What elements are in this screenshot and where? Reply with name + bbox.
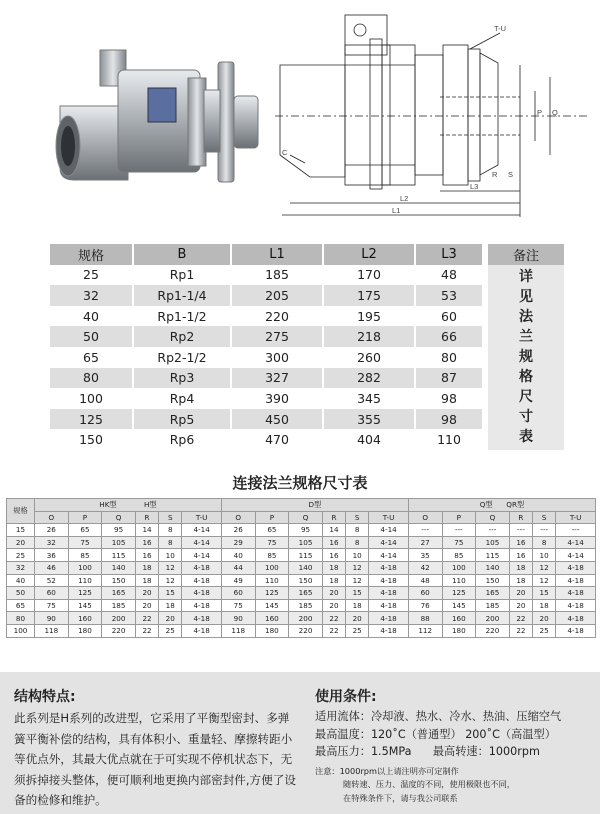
spec-cell: 98 xyxy=(441,390,457,406)
flange-cell: 100 xyxy=(442,561,476,574)
flange-cell: 22 xyxy=(135,612,158,625)
flange-cell: 50 xyxy=(7,587,35,600)
label-l1: L1 xyxy=(392,206,401,215)
flange-cell: 145 xyxy=(255,599,289,612)
flange-cell: 22 xyxy=(322,624,345,637)
flange-cell: 12 xyxy=(533,574,556,587)
flange-cell: 115 xyxy=(476,549,510,562)
spec-header-row xyxy=(50,244,564,265)
flange-cell: 76 xyxy=(408,599,442,612)
flange-cell: 220 xyxy=(289,624,323,637)
flange-group-row xyxy=(7,499,596,512)
flange-cell: 16 xyxy=(135,536,158,549)
flange-cell: 125 xyxy=(442,587,476,600)
spec-header-l3: L3 xyxy=(415,244,485,265)
flange-subheader: T-U xyxy=(182,511,222,524)
label-c: C xyxy=(282,148,288,157)
flange-cell: 25 xyxy=(533,624,556,637)
flange-cell: 18 xyxy=(135,574,158,587)
flange-cell: 145 xyxy=(68,599,102,612)
spec-cell: 390 xyxy=(231,388,323,409)
spec-header-size: 规格 xyxy=(50,244,133,265)
flange-cell: 4-14 xyxy=(369,549,409,562)
flange-cell: 4-18 xyxy=(182,561,222,574)
spec-header-l2: L2 xyxy=(323,244,415,265)
spec-cell: 345 xyxy=(323,388,415,409)
flange-cell: 49 xyxy=(221,574,255,587)
flange-subheader: T-U xyxy=(556,511,596,524)
spec-cell: Rp1-1/2 xyxy=(133,306,231,327)
flange-cell: 12 xyxy=(159,561,182,574)
spec-remark-text: 详见法兰规格尺寸表 xyxy=(519,269,533,446)
flange-group-d xyxy=(221,499,408,512)
condition-pressure-speed xyxy=(315,743,595,761)
flange-cell: 140 xyxy=(476,561,510,574)
flange-subheader: R xyxy=(322,511,345,524)
flange-cell: 4-18 xyxy=(556,612,596,625)
flange-cell: 15 xyxy=(159,587,182,600)
flange-cell: 4-14 xyxy=(556,536,596,549)
flange-row xyxy=(7,612,596,625)
flange-cell: 185 xyxy=(289,599,323,612)
flange-cell: --- xyxy=(533,524,556,537)
spec-cell: 125 xyxy=(50,409,133,430)
spec-cell: 404 xyxy=(323,429,415,450)
flange-cell: 27 xyxy=(408,536,442,549)
flange-cell: 12 xyxy=(533,561,556,574)
flange-cell: 15 xyxy=(533,587,556,600)
spec-cell: Rp6 xyxy=(133,429,231,450)
flange-cell: 160 xyxy=(68,612,102,625)
flange-cell: 26 xyxy=(35,524,69,537)
spec-cell: 32 xyxy=(50,285,133,306)
spec-cell: 275 xyxy=(231,326,323,347)
flange-cell: 20 xyxy=(509,587,532,600)
flange-cell: 125 xyxy=(255,587,289,600)
flange-cell: 15 xyxy=(7,524,35,537)
flange-cell: 200 xyxy=(102,612,136,625)
flange-cell: 40 xyxy=(7,574,35,587)
flange-cell: 8 xyxy=(159,524,182,537)
flange-cell: 85 xyxy=(68,549,102,562)
flange-cell: 200 xyxy=(476,612,510,625)
flange-cell: 95 xyxy=(289,524,323,537)
spec-header-l1: L1 xyxy=(231,244,323,265)
flange-subheader: R xyxy=(509,511,532,524)
spec-cell: 327 xyxy=(231,368,323,389)
flange-cell: 4-18 xyxy=(556,624,596,637)
flange-cell: 8 xyxy=(159,536,182,549)
product-header xyxy=(0,0,600,235)
flange-cell: 150 xyxy=(102,574,136,587)
flange-cell: 18 xyxy=(509,574,532,587)
flange-cell: 25 xyxy=(159,624,182,637)
flange-cell: 60 xyxy=(35,587,69,600)
flange-cell: 18 xyxy=(135,561,158,574)
flange-row xyxy=(7,549,596,562)
condition-note-2: 随转速、压力、温度的不同，使用极限也不同， xyxy=(343,779,515,789)
condition-temp: 最高温度：120˚C（普通型） 200˚C（高温型） xyxy=(315,727,556,741)
flange-cell: 20 xyxy=(7,536,35,549)
flange-cell: 8 xyxy=(346,536,369,549)
flange-cell: 18 xyxy=(509,561,532,574)
flange-cell: 180 xyxy=(442,624,476,637)
flange-cell: 10 xyxy=(346,549,369,562)
flange-cell: 160 xyxy=(255,612,289,625)
flange-cell: 160 xyxy=(442,612,476,625)
flange-cell: 4-18 xyxy=(182,587,222,600)
spec-cell: 282 xyxy=(323,368,415,389)
spec-cell: Rp3 xyxy=(133,368,231,389)
conditions-title: 使用条件: xyxy=(315,689,377,705)
flange-cell: 110 xyxy=(255,574,289,587)
flange-header-size: 规格 xyxy=(7,499,35,524)
flange-cell: 48 xyxy=(408,574,442,587)
spec-cell: 195 xyxy=(323,306,415,327)
flange-row xyxy=(7,599,596,612)
flange-cell: 165 xyxy=(476,587,510,600)
flange-cell: 4-14 xyxy=(182,524,222,537)
flange-cell: 80 xyxy=(7,612,35,625)
flange-cell: 118 xyxy=(221,624,255,637)
flange-cell: 85 xyxy=(255,549,289,562)
group-label-h: H型 xyxy=(144,499,157,509)
flange-cell: 110 xyxy=(68,574,102,587)
flange-cell: --- xyxy=(509,524,532,537)
label-p: P xyxy=(537,108,543,117)
flange-cell: 18 xyxy=(322,574,345,587)
flange-cell: 220 xyxy=(476,624,510,637)
flange-cell: 60 xyxy=(221,587,255,600)
flange-cell: 180 xyxy=(255,624,289,637)
product-photo xyxy=(8,18,268,218)
flange-subheader: O xyxy=(221,511,255,524)
flange-subheader: P xyxy=(255,511,289,524)
structure-title: 结构特点: xyxy=(14,689,76,705)
flange-cell: 4-14 xyxy=(182,536,222,549)
flange-cell: 32 xyxy=(35,536,69,549)
flange-cell: 65 xyxy=(7,599,35,612)
flange-cell: 4-18 xyxy=(182,624,222,637)
condition-speed: 最高转速：1000rpm xyxy=(432,745,540,758)
flange-cell: 4-14 xyxy=(369,536,409,549)
group-label-d: D型 xyxy=(308,499,322,509)
flange-cell: 4-14 xyxy=(556,549,596,562)
flange-cell: 75 xyxy=(35,599,69,612)
spec-cell: 87 xyxy=(415,368,485,389)
flange-cell: 75 xyxy=(68,536,102,549)
structure-body: 此系列是H系列的改进型，它采用了平衡型密封、多弹簧平衡补偿的结构，具有体积小、重量轻、摩擦转距小等优点外，其最大优点就在于可实现不停机状态下，无须拆掉接头整体，便可顺利地更换内部密封件,方便了设备的检修和维护。 xyxy=(14,711,296,807)
flange-cell: 4-18 xyxy=(556,599,596,612)
flange-cell: 22 xyxy=(135,624,158,637)
flange-cell: 16 xyxy=(509,549,532,562)
flange-cell: 16 xyxy=(509,536,532,549)
flange-cell: 185 xyxy=(102,599,136,612)
flange-cell: 115 xyxy=(102,549,136,562)
flange-subheader: S xyxy=(159,511,182,524)
label-l3: L3 xyxy=(470,182,479,191)
flange-cell: 12 xyxy=(346,561,369,574)
spec-cell: 60 xyxy=(441,308,457,324)
flange-subheader: S xyxy=(533,511,556,524)
condition-fluid: 适用流体：冷却液、热水、冷水、热油、压缩空气 xyxy=(315,710,562,723)
flange-cell: 185 xyxy=(476,599,510,612)
flange-cell: 36 xyxy=(35,549,69,562)
flange-cell: 118 xyxy=(35,624,69,637)
flange-cell: 100 xyxy=(68,561,102,574)
flange-cell: 60 xyxy=(408,587,442,600)
spec-cell: 450 xyxy=(231,409,323,430)
spec-cell: 470 xyxy=(231,429,323,450)
flange-cell: 145 xyxy=(442,599,476,612)
spec-cell: 66 xyxy=(415,326,485,347)
flange-cell: 105 xyxy=(476,536,510,549)
flange-cell: 18 xyxy=(533,599,556,612)
flange-cell: 14 xyxy=(322,524,345,537)
flange-cell: 20 xyxy=(533,612,556,625)
flange-cell: 44 xyxy=(221,561,255,574)
flange-cell: 25 xyxy=(346,624,369,637)
spec-row xyxy=(50,265,564,286)
spec-cell: 98 xyxy=(415,409,485,430)
spec-cell: 110 xyxy=(437,432,461,448)
flange-cell: 20 xyxy=(322,599,345,612)
flange-cell: 4-18 xyxy=(556,574,596,587)
flange-cell: 220 xyxy=(102,624,136,637)
spec-cell: 25 xyxy=(50,265,133,286)
flange-cell: 42 xyxy=(408,561,442,574)
spec-cell: Rp4 xyxy=(133,388,231,409)
spec-cell: 170 xyxy=(323,265,415,286)
group-label-q: Q型 xyxy=(479,499,493,509)
flange-cell: 150 xyxy=(289,574,323,587)
spec-cell: 175 xyxy=(323,285,415,306)
flange-cell: 90 xyxy=(221,612,255,625)
flange-cell: 4-18 xyxy=(369,561,409,574)
flange-cell: 20 xyxy=(346,612,369,625)
flange-cell: 75 xyxy=(442,536,476,549)
flange-cell: 4-18 xyxy=(369,599,409,612)
spec-cell: 48 xyxy=(441,267,457,283)
spec-table-body xyxy=(50,265,564,450)
spec-cell: 40 xyxy=(50,306,133,327)
spec-cell: Rp1-1/4 xyxy=(133,285,231,306)
spec-cell: 80 xyxy=(441,349,457,365)
flange-cell: 15 xyxy=(346,587,369,600)
condition-note-3: 在特殊条件下，请与我公司联系 xyxy=(343,792,458,803)
label-q: Q xyxy=(552,108,558,117)
spec-cell: Rp2-1/2 xyxy=(133,347,231,368)
flange-cell: 20 xyxy=(135,587,158,600)
flange-group-hk-h xyxy=(35,499,222,512)
flange-cell: 65 xyxy=(255,524,289,537)
spec-table xyxy=(50,244,564,450)
spec-cell: 205 xyxy=(231,285,323,306)
flange-cell: 52 xyxy=(35,574,69,587)
flange-cell: 110 xyxy=(442,574,476,587)
spec-cell: 260 xyxy=(323,347,415,368)
flange-cell: 180 xyxy=(68,624,102,637)
spec-header-remark: 备注 xyxy=(485,244,564,265)
flange-cell: 29 xyxy=(221,536,255,549)
spec-remark xyxy=(485,265,564,450)
flange-cell: 18 xyxy=(322,561,345,574)
flange-cell: 20 xyxy=(135,599,158,612)
flange-cell: 20 xyxy=(322,587,345,600)
flange-row xyxy=(7,574,596,587)
flange-cell: 46 xyxy=(35,561,69,574)
flange-cell: 4-14 xyxy=(182,549,222,562)
condition-note-1: 注意：1000rpm以上请注明亦可定制作 xyxy=(315,765,459,776)
flange-cell: 10 xyxy=(533,549,556,562)
flange-cell: 165 xyxy=(289,587,323,600)
flange-row xyxy=(7,536,596,549)
flange-cell: 35 xyxy=(408,549,442,562)
flange-cell: 22 xyxy=(509,612,532,625)
spec-cell: 53 xyxy=(415,285,485,306)
group-label-hk: HK型 xyxy=(99,499,117,509)
flange-cell: 26 xyxy=(221,524,255,537)
spec-cell: 150 xyxy=(50,429,133,450)
flange-cell: 8 xyxy=(533,536,556,549)
group-label-qr: QR型 xyxy=(506,499,525,509)
flange-subheader: P xyxy=(68,511,102,524)
spec-cell: 50 xyxy=(50,326,133,347)
spec-cell: Rp2 xyxy=(133,326,231,347)
flange-cell: 95 xyxy=(102,524,136,537)
label-r: R xyxy=(492,170,498,179)
label-s: S xyxy=(508,170,514,179)
flange-cell: 4-14 xyxy=(369,524,409,537)
spec-cell: Rp1 xyxy=(133,265,231,286)
spec-cell: 220 xyxy=(231,306,323,327)
flange-cell: 14 xyxy=(135,524,158,537)
flange-cell: 4-18 xyxy=(182,599,222,612)
flange-subheader: S xyxy=(346,511,369,524)
label-l2: L2 xyxy=(400,194,409,203)
flange-cell: 12 xyxy=(346,574,369,587)
flange-cell: 4-18 xyxy=(369,587,409,600)
conditions-list xyxy=(315,708,595,805)
flange-cell: --- xyxy=(476,524,510,537)
flange-cell: 8 xyxy=(346,524,369,537)
flange-cell: 90 xyxy=(35,612,69,625)
flange-cell: 100 xyxy=(7,624,35,637)
flange-cell: 20 xyxy=(509,599,532,612)
flange-row xyxy=(7,587,596,600)
flange-table-body xyxy=(7,524,596,637)
spec-cell: 65 xyxy=(50,347,133,368)
flange-cell: 4-18 xyxy=(556,561,596,574)
flange-cell: 115 xyxy=(289,549,323,562)
flange-cell: 32 xyxy=(7,561,35,574)
flange-cell: 16 xyxy=(322,536,345,549)
flange-subheader: P xyxy=(442,511,476,524)
flange-cell: 140 xyxy=(289,561,323,574)
spec-cell: 80 xyxy=(50,368,133,389)
flange-cell: 88 xyxy=(408,612,442,625)
spec-cell: 185 xyxy=(231,265,323,286)
flange-cell: 12 xyxy=(159,574,182,587)
flange-subheader: O xyxy=(408,511,442,524)
flange-group-q-qr xyxy=(408,499,595,512)
flange-cell: 4-18 xyxy=(182,612,222,625)
flange-table xyxy=(6,498,596,638)
flange-cell: 75 xyxy=(255,536,289,549)
flange-cell: 200 xyxy=(289,612,323,625)
flange-cell: 105 xyxy=(289,536,323,549)
flange-cell: 20 xyxy=(159,612,182,625)
flange-cell: 10 xyxy=(159,549,182,562)
spec-cell: 300 xyxy=(231,347,323,368)
label-tu: T-U xyxy=(494,24,507,33)
flange-cell: 18 xyxy=(346,599,369,612)
flange-cell: 4-18 xyxy=(182,574,222,587)
spec-cell: 100 xyxy=(50,388,133,409)
flange-cell: 165 xyxy=(102,587,136,600)
flange-row xyxy=(7,624,596,637)
spec-cell: 355 xyxy=(323,409,415,430)
flange-cell: 105 xyxy=(102,536,136,549)
flange-subheader: T-U xyxy=(369,511,409,524)
flange-cell: 4-18 xyxy=(556,587,596,600)
spec-header-b: B xyxy=(133,244,231,265)
flange-row xyxy=(7,524,596,537)
flange-cell: 4-18 xyxy=(369,574,409,587)
flange-cell: 85 xyxy=(442,549,476,562)
flange-cell: --- xyxy=(556,524,596,537)
flange-cell: 16 xyxy=(135,549,158,562)
flange-cell: --- xyxy=(408,524,442,537)
flange-subheader: Q xyxy=(476,511,510,524)
dimension-drawing xyxy=(270,5,595,230)
flange-cell: 65 xyxy=(68,524,102,537)
flange-row xyxy=(7,561,596,574)
flange-cell: 125 xyxy=(68,587,102,600)
flange-cell: 4-18 xyxy=(369,612,409,625)
flange-cell: 18 xyxy=(159,599,182,612)
flange-cell: 140 xyxy=(102,561,136,574)
flange-cell: --- xyxy=(442,524,476,537)
flange-cell: 40 xyxy=(221,549,255,562)
flange-cell: 150 xyxy=(476,574,510,587)
flange-subheader: R xyxy=(135,511,158,524)
flange-cell: 22 xyxy=(509,624,532,637)
flange-subheader: Q xyxy=(102,511,136,524)
flange-subheader-row xyxy=(7,511,596,524)
flange-cell: 75 xyxy=(221,599,255,612)
flange-subheader: O xyxy=(35,511,69,524)
flange-cell: 16 xyxy=(322,549,345,562)
flange-cell: 4-18 xyxy=(369,624,409,637)
flange-cell: 100 xyxy=(255,561,289,574)
flange-table-title: 连接法兰规格尺寸表 xyxy=(232,474,368,492)
spec-cell: Rp5 xyxy=(133,409,231,430)
flange-subheader: Q xyxy=(289,511,323,524)
flange-cell: 112 xyxy=(408,624,442,637)
condition-pressure: 最高压力：1.5MPa xyxy=(315,745,412,758)
spec-cell: 218 xyxy=(323,326,415,347)
flange-cell: 25 xyxy=(7,549,35,562)
flange-cell: 22 xyxy=(322,612,345,625)
